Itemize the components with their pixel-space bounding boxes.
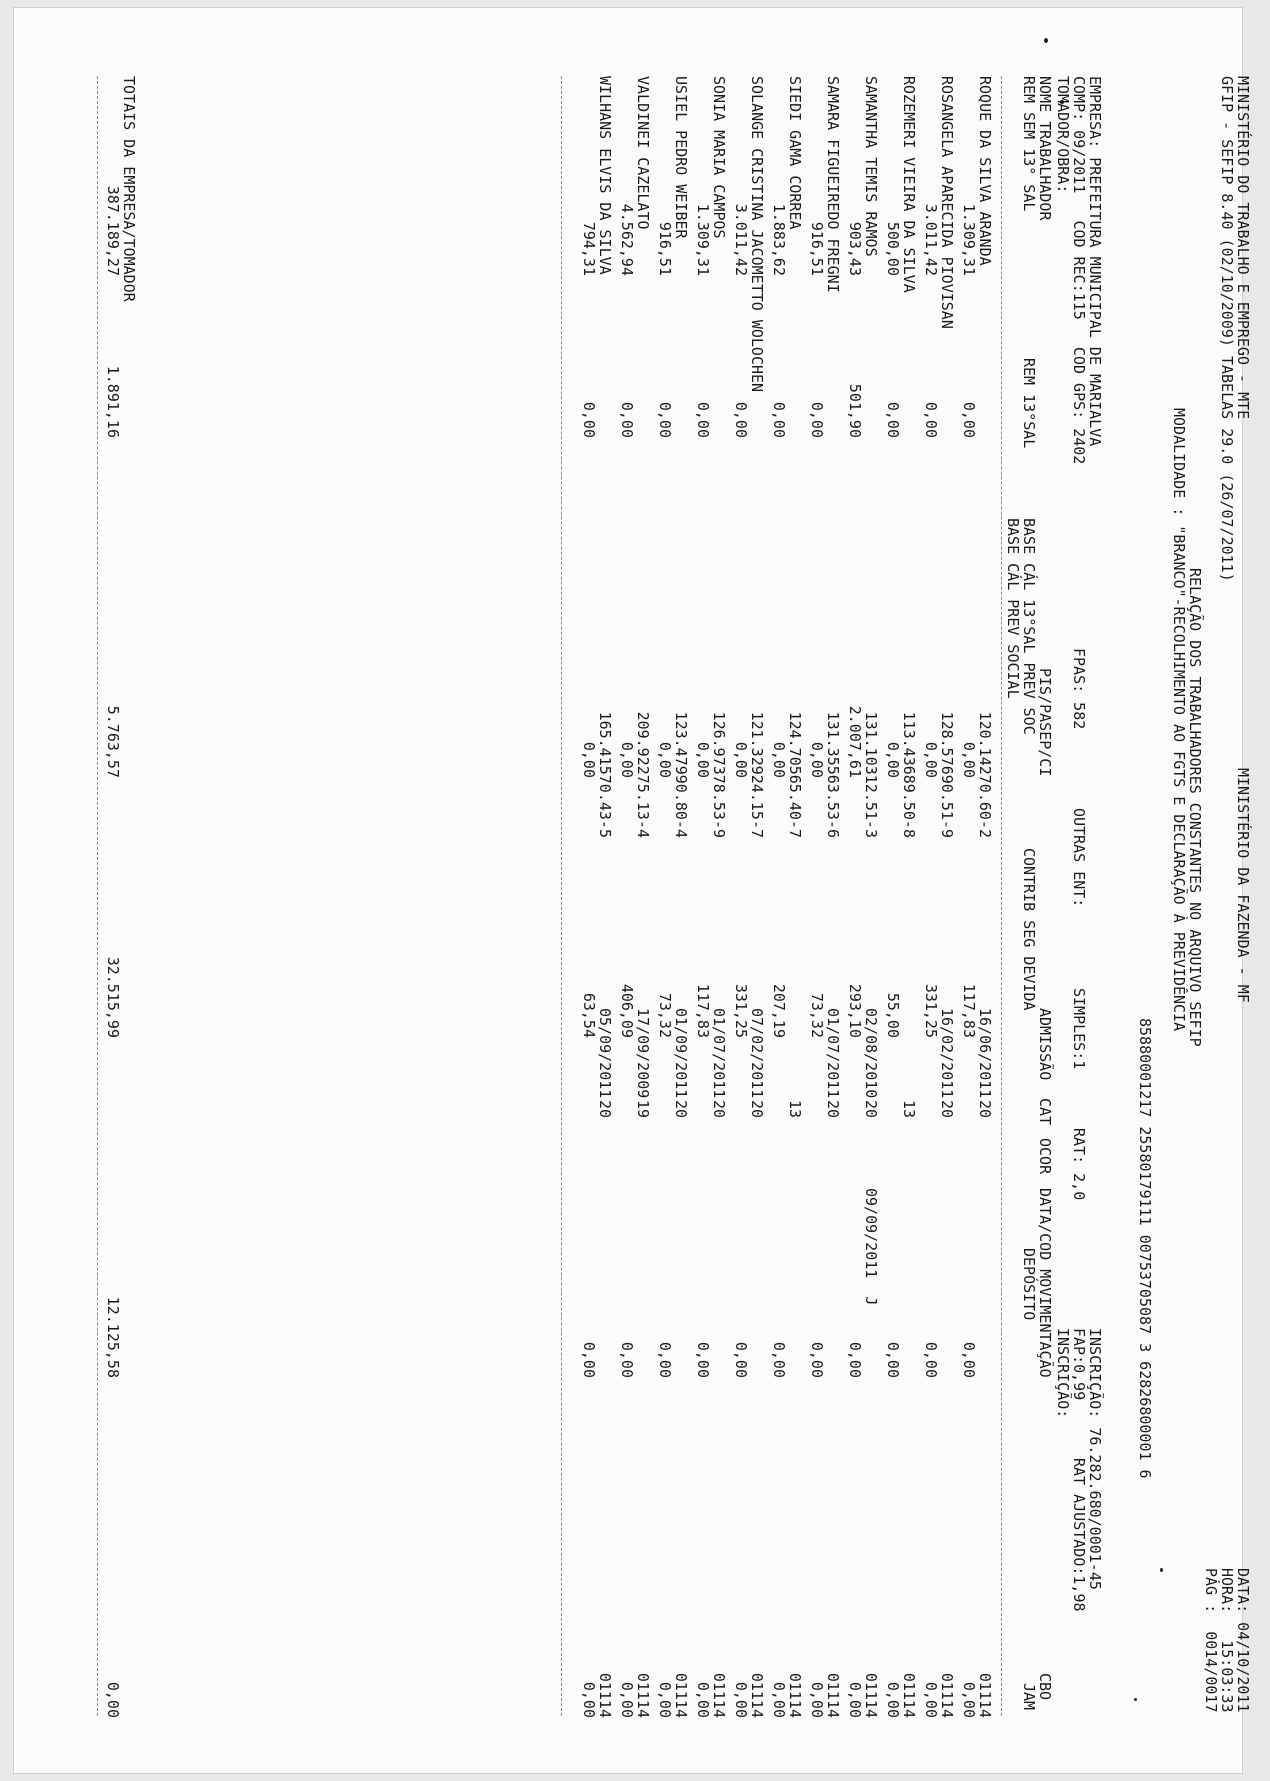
worker-pis: 120.14270.60-2 bbox=[976, 711, 994, 838]
worker-cat: 20 bbox=[596, 1100, 614, 1119]
worker-cbo: 01114 bbox=[786, 1672, 804, 1718]
worker-name: SONIA MARIA CAMPOS bbox=[710, 76, 728, 239]
worker-jam: 0,00 bbox=[846, 1681, 864, 1718]
worker-name: USIEL PEDRO WEIBER bbox=[672, 76, 690, 239]
col-rem-sem13: REM SEM 13° SAL bbox=[1020, 76, 1038, 212]
worker-admissao: 16/02/2011 bbox=[938, 1008, 956, 1099]
rotated-report bbox=[30, 8, 1270, 1768]
worker-deposito: 0,00 bbox=[884, 1341, 902, 1378]
worker-deposito: 0,00 bbox=[732, 1341, 750, 1378]
simples: SIMPLES:1 bbox=[1070, 988, 1088, 1070]
worker-rem-sem13: 4.562,94 bbox=[618, 203, 636, 276]
worker-admissao: 02/08/2010 bbox=[862, 1008, 880, 1099]
worker-cat: 20 bbox=[938, 1100, 956, 1119]
barcode-digits: 85880001217 25580179111 00753705087 3 62826800001 6 bbox=[1136, 1018, 1154, 1479]
worker-cbo: 01114 bbox=[596, 1672, 614, 1718]
scanned-page bbox=[14, 8, 1252, 1773]
worker-rem13: 0,00 bbox=[960, 401, 978, 438]
worker-rem13: 0,00 bbox=[732, 401, 750, 438]
worker-deposito: 0,00 bbox=[922, 1341, 940, 1378]
worker-jam: 0,00 bbox=[960, 1681, 978, 1718]
worker-jam: 0,00 bbox=[884, 1681, 902, 1718]
rat: RAT: 2,0 bbox=[1070, 1128, 1088, 1201]
worker-rem-sem13: 916,51 bbox=[656, 221, 674, 276]
worker-name: VALDINEI CAZELATO bbox=[634, 76, 652, 230]
col-contrib: CONTRIB SEG DEVIDA bbox=[1020, 848, 1038, 1011]
worker-base13: 0,00 bbox=[618, 741, 636, 778]
totals-jam: 0,00 bbox=[104, 1681, 122, 1718]
competence-line: COMP: 09/2011 COD REC:115 COD GPS: 2402 bbox=[1070, 76, 1088, 465]
worker-rem13: 0,00 bbox=[808, 401, 826, 438]
totals-divider bbox=[561, 76, 562, 1716]
worker-cbo: 01114 bbox=[862, 1672, 880, 1718]
company-name: EMPRESA: PREFEITURA MUNICIPAL DE MARIALVA bbox=[1086, 76, 1104, 447]
worker-jam: 0,00 bbox=[808, 1681, 826, 1718]
worker-base13: 0,00 bbox=[960, 741, 978, 778]
worker-base13: 0,00 bbox=[656, 741, 674, 778]
col-base13: BASE CÁL 13°SAL PREV SOC bbox=[1020, 518, 1038, 735]
worker-name: WILHANS ELVIS DA SILVA bbox=[596, 76, 614, 275]
worker-rem-sem13: 500,00 bbox=[884, 221, 902, 276]
worker-name: ROQUE DA SILVA ARANDA bbox=[976, 76, 994, 266]
worker-pis: 209.92275.13-4 bbox=[634, 711, 652, 838]
worker-base13: 0,00 bbox=[922, 741, 940, 778]
worker-deposito: 0,00 bbox=[694, 1341, 712, 1378]
report-title: RELAÇÃO DOS TRABALHADORES CONSTANTES NO ARQUIVO SEFIP bbox=[1186, 568, 1204, 1047]
report-time: HORA: 15:03:33 bbox=[1218, 1568, 1236, 1713]
worker-deposito: 0,00 bbox=[846, 1341, 864, 1378]
totals-base13: 5.763,57 bbox=[104, 705, 122, 778]
worker-cat: 20 bbox=[672, 1100, 690, 1119]
worker-name: SIEDI GAMA CORREA bbox=[786, 76, 804, 230]
worker-cat: 20 bbox=[976, 1100, 994, 1119]
worker-movimentacao: 09/09/2011 J bbox=[862, 1188, 880, 1306]
worker-contrib: 406,09 bbox=[618, 983, 636, 1038]
worker-contrib: 55,00 bbox=[884, 992, 902, 1038]
worker-deposito: 0,00 bbox=[770, 1341, 788, 1378]
worker-pis: 124.70565.40-7 bbox=[786, 711, 804, 838]
worker-pis: 131.10312.51-3 bbox=[862, 711, 880, 838]
worker-base13: 0,00 bbox=[732, 741, 750, 778]
worker-name: SAMANTHA TEMIS RAMOS bbox=[862, 76, 880, 257]
worker-rem13: 0,00 bbox=[580, 401, 598, 438]
worker-base13: 0,00 bbox=[770, 741, 788, 778]
totals-contrib: 32.515,99 bbox=[104, 956, 122, 1038]
worker-rem13: 0,00 bbox=[770, 401, 788, 438]
worker-contrib: 73,32 bbox=[808, 992, 826, 1038]
totals-label: TOTAIS DA EMPRESA/TOMADOR bbox=[120, 76, 138, 302]
worker-deposito: 0,00 bbox=[618, 1341, 636, 1378]
tomador-inscricao: INSCRIÇÃO: bbox=[1054, 1328, 1072, 1419]
worker-pis: 126.97378.53-9 bbox=[710, 711, 728, 838]
worker-cat: 13 bbox=[900, 1100, 918, 1119]
worker-pis: 113.43689.50-8 bbox=[900, 711, 918, 838]
worker-rem-sem13: 1.309,31 bbox=[960, 203, 978, 276]
worker-pis: 123.47990.80-4 bbox=[672, 711, 690, 838]
worker-contrib: 117,83 bbox=[960, 983, 978, 1038]
worker-cat: 20 bbox=[824, 1100, 842, 1119]
worker-cbo: 01114 bbox=[710, 1672, 728, 1718]
worker-rem13: 0,00 bbox=[884, 401, 902, 438]
worker-contrib: 117,83 bbox=[694, 983, 712, 1038]
worker-admissao: 01/09/2011 bbox=[672, 1008, 690, 1099]
worker-cat: 20 bbox=[710, 1100, 728, 1119]
worker-base13: 0,00 bbox=[694, 741, 712, 778]
worker-deposito: 0,00 bbox=[960, 1341, 978, 1378]
worker-deposito: 0,00 bbox=[808, 1341, 826, 1378]
col-data-mov: DATA/COD MOVIMENTAÇÃO bbox=[1036, 1188, 1054, 1378]
worker-rem-sem13: 3.011,42 bbox=[732, 203, 750, 276]
worker-base13: 2.007,61 bbox=[846, 705, 864, 778]
col-rem13: REM 13°SAL bbox=[1020, 358, 1038, 449]
worker-admissao: 16/06/2011 bbox=[976, 1008, 994, 1099]
worker-jam: 0,00 bbox=[618, 1681, 636, 1718]
report-modality: MODALIDADE : "BRANCO"-RECOLHIMENTO AO FGTS E DECLARAÇÃO À PREVIDÊNCIA bbox=[1170, 408, 1188, 1032]
worker-jam: 0,00 bbox=[770, 1681, 788, 1718]
worker-cbo: 01114 bbox=[672, 1672, 690, 1718]
worker-cat: 20 bbox=[748, 1100, 766, 1119]
worker-name: ROZEMERI VIEIRA DA SILVA bbox=[900, 76, 918, 293]
worker-contrib: 293,10 bbox=[846, 983, 864, 1038]
worker-cat: 19 bbox=[634, 1100, 652, 1119]
totals-deposito: 12.125,58 bbox=[104, 1296, 122, 1378]
worker-pis: 128.57690.51-9 bbox=[938, 711, 956, 838]
worker-pis: 131.35563.53-6 bbox=[824, 711, 842, 838]
worker-cbo: 01114 bbox=[824, 1672, 842, 1718]
worker-jam: 0,00 bbox=[656, 1681, 674, 1718]
worker-rem-sem13: 1.883,62 bbox=[770, 203, 788, 276]
worker-rem13: 0,00 bbox=[922, 401, 940, 438]
worker-admissao: 01/07/2011 bbox=[710, 1008, 728, 1099]
totals-rem-sem13: 387.189,27 bbox=[104, 185, 122, 276]
worker-name: ROSANGELA APARECIDA PIOVISAN bbox=[938, 76, 956, 329]
fpas: FPAS: 582 bbox=[1070, 648, 1088, 730]
col-base-prev: BASE CÁL PREV SOCIAL bbox=[1004, 518, 1022, 699]
worker-name: SOLANGE CRISTINA JACOMETTO WOLOCHEN bbox=[748, 76, 766, 393]
worker-base13: 0,00 bbox=[808, 741, 826, 778]
worker-rem13: 0,00 bbox=[656, 401, 674, 438]
worker-rem-sem13: 3.011,42 bbox=[922, 203, 940, 276]
worker-contrib: 331,25 bbox=[732, 983, 750, 1038]
ministry-mf: MINISTÉRIO DA FAZENDA - MF bbox=[1234, 768, 1252, 1003]
worker-jam: 0,00 bbox=[922, 1681, 940, 1718]
worker-base13: 0,00 bbox=[580, 741, 598, 778]
ministry-mte: MINISTÉRIO DO TRABALHO E EMPREGO - MTE bbox=[1234, 76, 1252, 420]
worker-rem13: 0,00 bbox=[618, 401, 636, 438]
worker-admissao: 01/07/2011 bbox=[824, 1008, 842, 1099]
worker-cbo: 01114 bbox=[748, 1672, 766, 1718]
worker-rem13: 0,00 bbox=[694, 401, 712, 438]
footer-divider bbox=[97, 76, 98, 1716]
fap: FAP:0,99 bbox=[1070, 1328, 1088, 1401]
col-deposito: DEPÓSITO bbox=[1020, 1248, 1038, 1321]
worker-jam: 0,00 bbox=[694, 1681, 712, 1718]
worker-base13: 0,00 bbox=[884, 741, 902, 778]
rat-ajustado: RAT AJUSTADO:1,98 bbox=[1070, 1458, 1088, 1612]
report-page: PÁG : 0014/0017 bbox=[1202, 1568, 1220, 1713]
worker-admissao: 17/09/2009 bbox=[634, 1008, 652, 1099]
worker-rem-sem13: 1.309,31 bbox=[694, 203, 712, 276]
worker-contrib: 331,25 bbox=[922, 983, 940, 1038]
col-admissao: ADMISSÃO bbox=[1036, 1008, 1054, 1081]
gfip-version: GFIP - SEFIP 8.40 (02/10/2009) TABELAS 29.0 (26/07/2011) bbox=[1218, 76, 1236, 582]
worker-rem-sem13: 794,31 bbox=[580, 221, 598, 276]
tomador-obra: TOMADOR/OBRA: bbox=[1054, 76, 1072, 194]
col-jam: JAM bbox=[1020, 1683, 1038, 1711]
col-cbo: CBO bbox=[1036, 1673, 1054, 1701]
col-cat: CAT bbox=[1036, 1098, 1054, 1126]
worker-cat: 20 bbox=[862, 1100, 880, 1119]
worker-cbo: 01114 bbox=[634, 1672, 652, 1718]
outras-entidades: OUTRAS ENT: bbox=[1070, 808, 1088, 908]
worker-contrib: 63,54 bbox=[580, 992, 598, 1038]
header-divider bbox=[1001, 76, 1002, 1716]
worker-cbo: 01114 bbox=[900, 1672, 918, 1718]
worker-rem-sem13: 916,51 bbox=[808, 221, 826, 276]
company-inscricao: INSCRIÇÃO: 76.282.680/0001-45 bbox=[1086, 1328, 1104, 1590]
worker-name: SAMARA FIGUEIREDO FREGNI bbox=[824, 76, 842, 293]
worker-pis: 121.32924.15-7 bbox=[748, 711, 766, 838]
worker-contrib: 207,19 bbox=[770, 983, 788, 1038]
report-date: DATA: 04/10/2011 bbox=[1234, 1568, 1252, 1713]
col-nome: NOME TRABALHADOR bbox=[1036, 76, 1054, 221]
worker-cat: 13 bbox=[786, 1100, 804, 1119]
worker-pis: 165.41570.43-5 bbox=[596, 711, 614, 838]
worker-deposito: 0,00 bbox=[656, 1341, 674, 1378]
worker-rem13: 501,90 bbox=[846, 383, 864, 438]
worker-cbo: 01114 bbox=[976, 1672, 994, 1718]
worker-admissao: 05/09/2011 bbox=[596, 1008, 614, 1099]
worker-jam: 0,00 bbox=[732, 1681, 750, 1718]
col-ocor: OCOR bbox=[1036, 1138, 1054, 1175]
worker-contrib: 73,32 bbox=[656, 992, 674, 1038]
worker-jam: 0,00 bbox=[580, 1681, 598, 1718]
worker-admissao: 07/02/2011 bbox=[748, 1008, 766, 1099]
col-pis: PIS/PASEP/CI bbox=[1036, 668, 1054, 777]
worker-deposito: 0,00 bbox=[580, 1341, 598, 1378]
worker-cbo: 01114 bbox=[938, 1672, 956, 1718]
totals-rem13: 1.891,16 bbox=[104, 365, 122, 438]
worker-rem-sem13: 903,43 bbox=[846, 221, 864, 276]
